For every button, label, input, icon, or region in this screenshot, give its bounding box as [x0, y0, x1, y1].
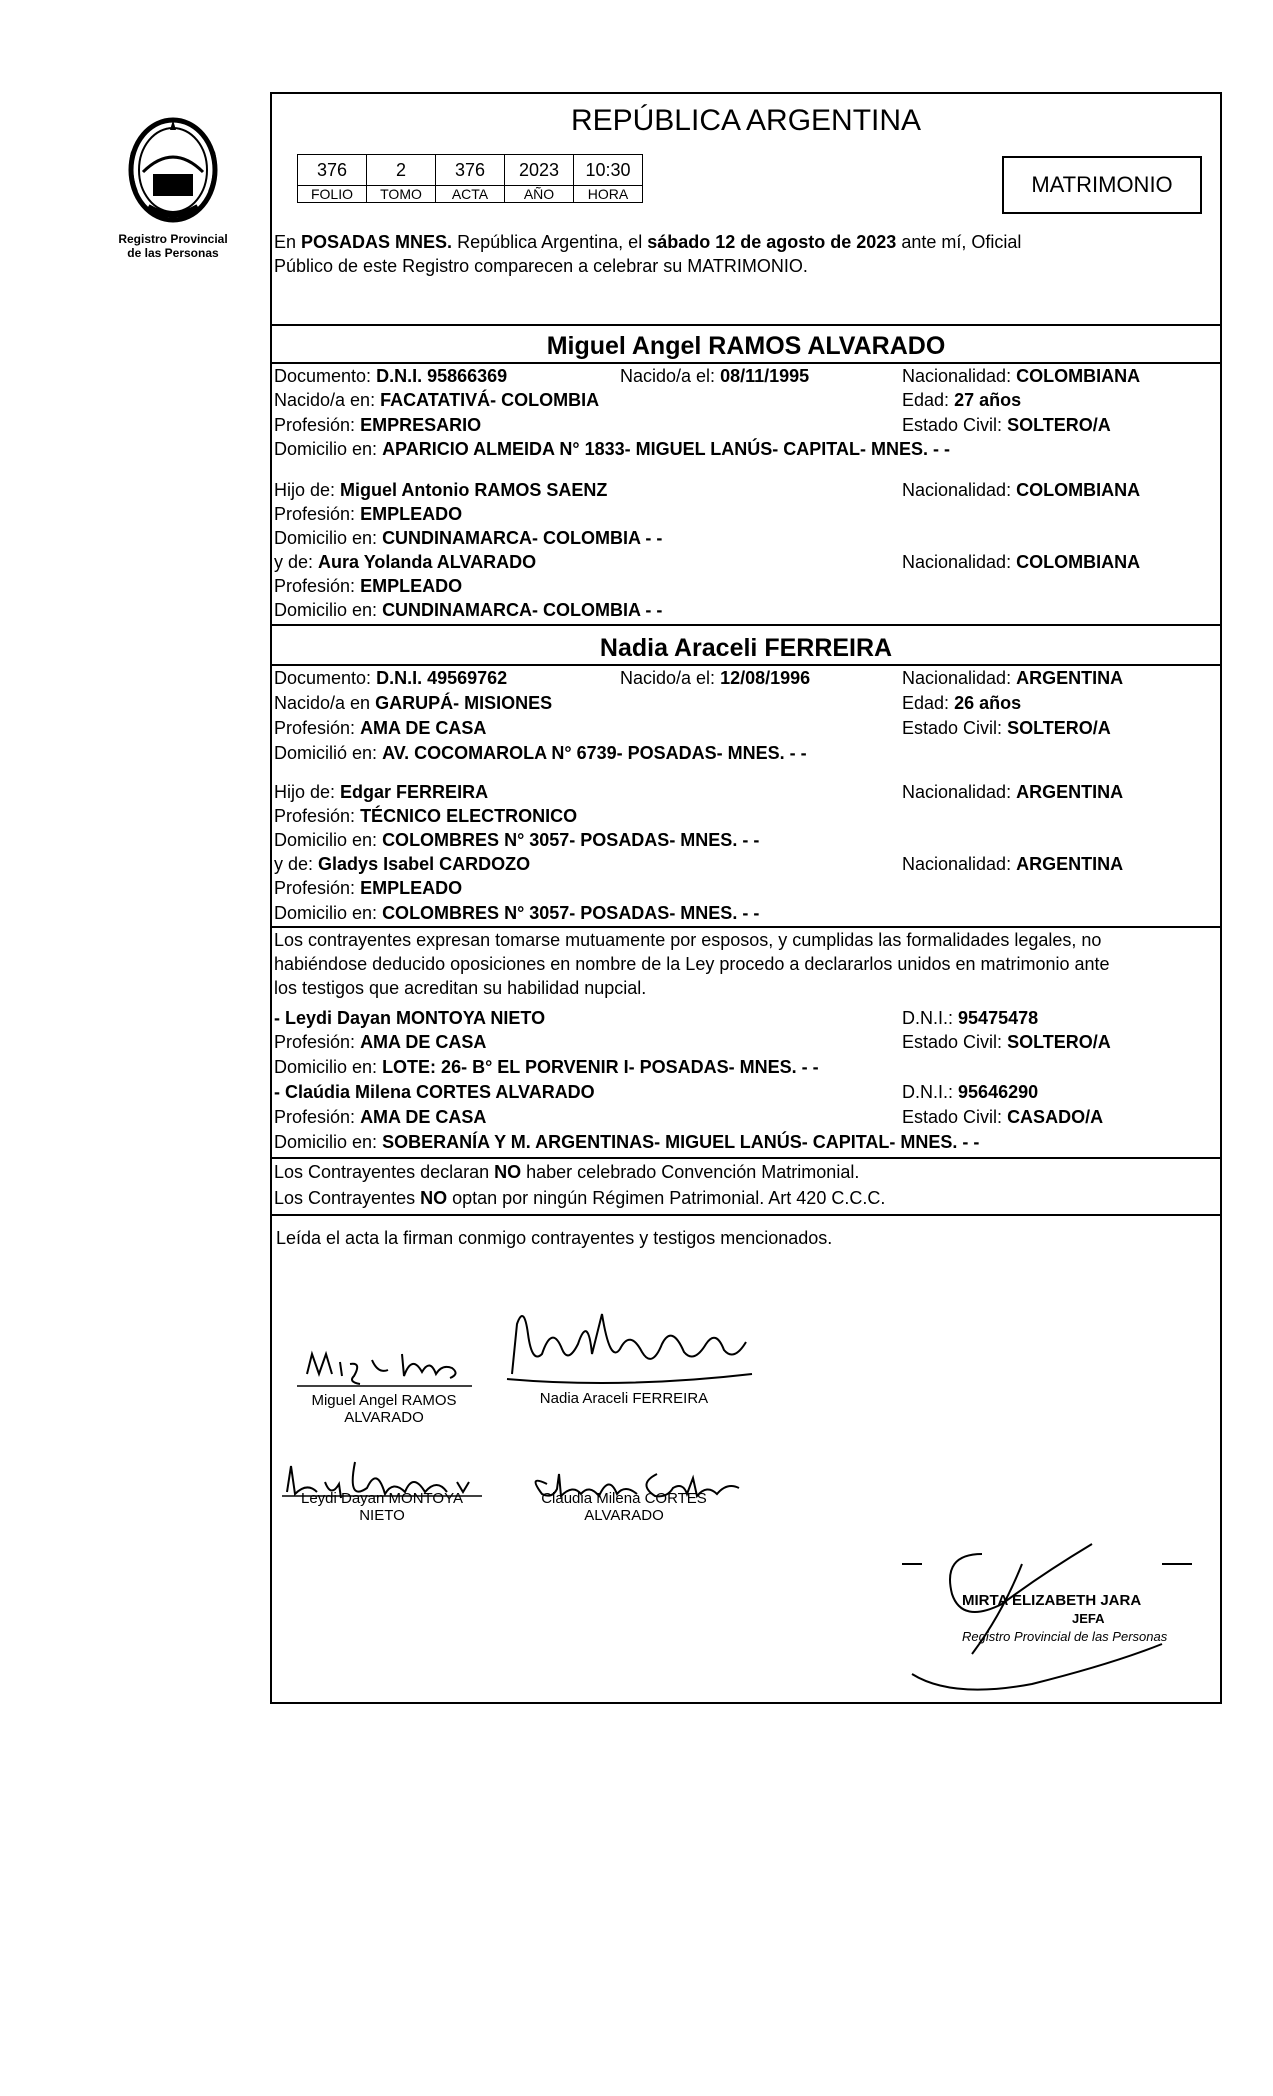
spouse1-profession: Profesión: EMPRESARIO — [274, 415, 482, 435]
witness2-name: - Claúdia Milena CORTES ALVARADO — [274, 1082, 595, 1102]
year-value: 2023 — [505, 155, 574, 186]
time-value: 10:30 — [574, 155, 643, 186]
time-label: HORA — [574, 186, 643, 203]
spouse2-signature-name: Nadia Araceli FERREIRA — [539, 1390, 709, 1407]
spouse2-birthdate: Nacido/a el: 12/08/1996 — [620, 668, 811, 688]
provincial-seal-icon — [118, 112, 228, 232]
spouse1-father-nationality: Nacionalidad: COLOMBIANA — [902, 480, 1141, 500]
official-signature — [872, 1534, 1212, 1704]
folio-label: FOLIO — [298, 186, 367, 203]
registry-name-line2: de las Personas — [127, 246, 219, 260]
spouse2-address: Domicilió en: AV. COCOMAROLA N° 6739- POSADAS- MNES. - - — [274, 743, 807, 763]
intro-line1: En POSADAS MNES. República Argentina, el sábado 12 de agosto de 2023 ante mí, Oficial — [274, 232, 1022, 252]
record-type-box: MATRIMONIO — [1002, 156, 1202, 214]
witness2-dni: D.N.I.: 95646290 — [902, 1082, 1039, 1102]
registry-logo — [98, 112, 248, 260]
official-name: MIRTA ELIZABETH JARA — [962, 1592, 1142, 1609]
spouse2-signature — [502, 1294, 762, 1394]
spouse1-mother: y de: Aura Yolanda ALVARADO — [274, 552, 537, 572]
folio-value: 376 — [298, 155, 367, 186]
spouse1-signature-name: Miguel Angel RAMOS ALVARADO — [311, 1392, 457, 1426]
spouse1-father: Hijo de: Miguel Antonio RAMOS SAENZ — [274, 480, 608, 500]
spouse1-mother-profession: Profesión: EMPLEADO — [274, 576, 463, 596]
intro-line2: Público de este Registro comparecen a celebrar su MATRIMONIO. — [274, 256, 808, 276]
tomo-label: TOMO — [367, 186, 436, 203]
declaration-line3: los testigos que acreditan su habilidad nupcial. — [274, 978, 647, 998]
spouse2-nationality: Nacionalidad: ARGENTINA — [902, 668, 1124, 688]
spouse2-mother-nationality: Nacionalidad: ARGENTINA — [902, 854, 1124, 874]
spouse1-name: Miguel Angel RAMOS ALVARADO — [546, 332, 946, 360]
tomo-value: 2 — [367, 155, 436, 186]
spouse1-father-profession: Profesión: EMPLEADO — [274, 504, 463, 524]
spouse2-profession: Profesión: AMA DE CASA — [274, 718, 487, 738]
witness2-address: Domicilio en: SOBERANÍA Y M. ARGENTINAS- MIGUEL LANÚS- CAPITAL- MNES. - - — [274, 1132, 980, 1152]
spouse2-father-address: Domicilio en: COLOMBRES N° 3057- POSADAS- MNES. - - — [274, 830, 760, 850]
spouse1-signature — [292, 1334, 482, 1394]
spouse1-nationality: Nacionalidad: COLOMBIANA — [902, 366, 1141, 386]
spouse1-birthplace: Nacido/a en: FACATATIVÁ- COLOMBIA — [274, 390, 600, 410]
year-label: AÑO — [505, 186, 574, 203]
spouse1-mother-address: Domicilio en: CUNDINAMARCA- COLOMBIA - - — [274, 600, 663, 620]
spouse1-mother-nationality: Nacionalidad: COLOMBIANA — [902, 552, 1141, 572]
spouse2-birthplace: Nacido/a en GARUPÁ- MISIONES — [274, 693, 553, 713]
spouse2-mother-address: Domicilio en: COLOMBRES N° 3057- POSADAS- MNES. - - — [274, 903, 760, 923]
spouse1-document: Documento: D.N.I. 95866369 — [274, 366, 508, 386]
declaration-line1: Los contrayentes expresan tomarse mutuamente por esposos, y cumplidas las formalidades legales, no — [274, 930, 1102, 950]
spouse1-father-address: Domicilio en: CUNDINAMARCA- COLOMBIA - - — [274, 528, 663, 548]
witness2-profession: Profesión: AMA DE CASA — [274, 1107, 487, 1127]
official-title: JEFA — [1072, 1611, 1105, 1626]
acta-label: ACTA — [436, 186, 505, 203]
witness1-name: - Leydi Dayan MONTOYA NIETO — [274, 1008, 546, 1028]
declaration-line2: habiéndose deducido oposiciones en nombre de la Ley procedo a declararlos unidos en matrimonio ante — [274, 954, 1110, 974]
convention-statement: Los Contrayentes declaran NO haber celebrado Convención Matrimonial. — [274, 1162, 860, 1182]
spouse2-mother-profession: Profesión: EMPLEADO — [274, 878, 463, 898]
spouse2-father: Hijo de: Edgar FERREIRA — [274, 782, 489, 802]
spouse2-name: Nadia Araceli FERREIRA — [599, 634, 893, 662]
official-office: Registro Provincial de las Personas — [962, 1629, 1168, 1644]
spouse2-civil-status: Estado Civil: SOLTERO/A — [902, 718, 1111, 738]
regime-statement: Los Contrayentes NO optan por ningún Régimen Patrimonial. Art 420 C.C.C. — [274, 1188, 886, 1208]
registry-name-line1: Registro Provincial — [118, 232, 228, 246]
spouse2-father-profession: Profesión: TÉCNICO ELECTRONICO — [274, 806, 578, 826]
witness1-civil-status: Estado Civil: SOLTERO/A — [902, 1032, 1111, 1052]
spouse1-address: Domicilio en: APARICIO ALMEIDA N° 1833- MIGUEL LANÚS- CAPITAL- MNES. - - — [274, 439, 950, 459]
spouse2-age: Edad: 26 años — [902, 693, 1022, 713]
spouse2-document: Documento: D.N.I. 49569762 — [274, 668, 508, 688]
marriage-certificate — [270, 92, 1222, 1704]
spouse1-civil-status: Estado Civil: SOLTERO/A — [902, 415, 1111, 435]
witness1-address: Domicilio en: LOTE: 26- B° EL PORVENIR I- POSADAS- MNES. - - — [274, 1057, 819, 1077]
spouse1-age: Edad: 27 años — [902, 390, 1022, 410]
acta-value: 376 — [436, 155, 505, 186]
document-title: REPÚBLICA ARGENTINA — [570, 104, 922, 137]
closing-statement: Leída el acta la firman conmigo contrayentes y testigos mencionados. — [276, 1228, 833, 1248]
spouse1-birthdate: Nacido/a el: 08/11/1995 — [620, 366, 810, 386]
record-table — [297, 154, 643, 203]
witness1-signature-name: Leydi Dayan MONTOYA NIETO — [300, 1490, 463, 1524]
spouse2-mother: y de: Gladys Isabel CARDOZO — [274, 854, 531, 874]
witness1-dni: D.N.I.: 95475478 — [902, 1008, 1039, 1028]
spouse2-father-nationality: Nacionalidad: ARGENTINA — [902, 782, 1124, 802]
witness2-signature-name: Claudia Milena CORTES ALVARADO — [541, 1490, 707, 1524]
witness1-profession: Profesión: AMA DE CASA — [274, 1032, 487, 1052]
witness2-civil-status: Estado Civil: CASADO/A — [902, 1107, 1104, 1127]
